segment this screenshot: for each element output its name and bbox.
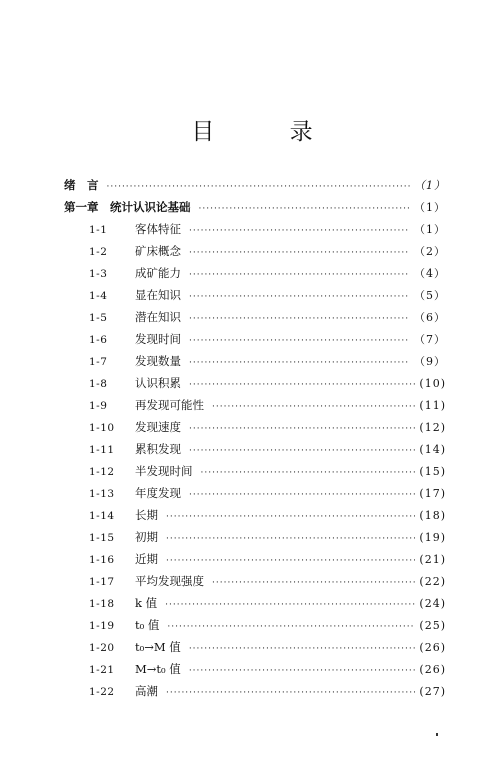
dot-leader <box>189 286 410 308</box>
toc-entry-number: 1-2 <box>89 246 108 258</box>
toc-entry[interactable] <box>64 658 446 680</box>
toc-entry-page: (15) <box>419 465 446 478</box>
toc-entry-label: 绪 言 <box>64 178 99 192</box>
toc-entry[interactable] <box>64 394 446 416</box>
toc-entry[interactable] <box>64 636 446 658</box>
toc-entry-page: （1） <box>414 179 446 192</box>
toc-entry-number: 1-14 <box>89 510 115 522</box>
dot-leader <box>189 418 415 440</box>
toc-entry-label: 发现时间 <box>135 332 181 346</box>
toc-entry-number: 1-1 <box>89 224 108 236</box>
toc-entry-label: t₀ 值 <box>135 618 160 632</box>
toc-entry[interactable] <box>64 416 446 438</box>
dot-leader <box>165 594 415 616</box>
dot-leader <box>189 308 410 330</box>
toc-entry-label: 客体特征 <box>135 222 181 236</box>
toc-entry-page: (10) <box>419 377 446 390</box>
toc-entry-page: （1） <box>414 201 446 214</box>
toc-entry-label: 矿床概念 <box>135 244 181 258</box>
dot-leader <box>167 616 415 638</box>
toc-entry-number: 1-8 <box>89 378 108 390</box>
toc-entry-page: （6） <box>414 311 446 324</box>
toc-entry-label: 成矿能力 <box>135 266 181 280</box>
dot-leader <box>166 550 415 572</box>
toc-entry-number: 1-12 <box>89 466 115 478</box>
toc-entry-number: 1-18 <box>89 598 115 610</box>
toc-entry[interactable] <box>64 174 446 196</box>
toc-entry-label: 年度发现 <box>135 486 181 500</box>
toc-entry-number: 1-20 <box>89 642 115 654</box>
toc-entry-page: (27) <box>419 685 446 698</box>
toc-entry[interactable] <box>64 548 446 570</box>
toc-entry[interactable] <box>64 614 446 636</box>
toc-entry-page: （2） <box>414 245 446 258</box>
toc-entry-page: (26) <box>419 641 446 654</box>
toc-entry-page: (14) <box>419 443 446 456</box>
toc-entry-label: 长期 <box>135 508 158 522</box>
dot-leader <box>189 484 415 506</box>
toc-entry[interactable] <box>64 526 446 548</box>
toc-entry-number: 1-22 <box>89 686 115 698</box>
dot-leader <box>212 572 415 594</box>
toc-entry[interactable] <box>64 482 446 504</box>
dot-leader <box>212 396 415 418</box>
dot-leader <box>189 242 410 264</box>
dot-leader <box>107 176 411 198</box>
dot-leader <box>189 374 415 396</box>
toc-entry[interactable] <box>64 284 446 306</box>
toc-entry-page: （5） <box>414 289 446 302</box>
toc-entry[interactable] <box>64 570 446 592</box>
toc-entry-label: 发现数量 <box>135 354 181 368</box>
toc-entry-page: (17) <box>419 487 446 500</box>
toc-entry[interactable] <box>64 240 446 262</box>
toc-entry-number: 1-15 <box>89 532 115 544</box>
toc-entry-page: (24) <box>419 597 446 610</box>
dot-leader <box>189 264 410 286</box>
toc-entry[interactable] <box>64 504 446 526</box>
toc-entry-page: （1） <box>414 223 446 236</box>
toc-entry-page: (25) <box>419 619 446 632</box>
toc-entry[interactable] <box>64 680 446 702</box>
toc-entry-label: 认识积累 <box>135 376 181 390</box>
toc-entry-number: 1-3 <box>89 268 108 280</box>
toc-entry-number: 1-13 <box>89 488 115 500</box>
toc-entry-page: (11) <box>419 399 446 412</box>
dot-leader <box>166 506 415 528</box>
toc-entry[interactable] <box>64 372 446 394</box>
toc-entry-label: 近期 <box>135 552 158 566</box>
table-of-contents <box>64 174 446 702</box>
toc-entry-page: (21) <box>419 553 446 566</box>
toc-entry[interactable] <box>64 328 446 350</box>
toc-entry-page: （4） <box>414 267 446 280</box>
toc-entry-page: (18) <box>419 509 446 522</box>
toc-entry-label: 平均发现强度 <box>135 574 204 588</box>
dot-leader <box>189 352 410 374</box>
toc-entry-page: （7） <box>414 333 446 346</box>
toc-entry-label: 第一章 统计认识论基础 <box>64 200 191 214</box>
toc-entry[interactable] <box>64 196 446 218</box>
toc-entry[interactable] <box>64 218 446 240</box>
toc-entry-number: 1-11 <box>89 444 115 456</box>
dot-leader <box>199 198 411 220</box>
toc-entry-number: 1-17 <box>89 576 115 588</box>
toc-entry-page: (19) <box>419 531 446 544</box>
toc-entry-label: M→t₀ 值 <box>135 662 181 676</box>
toc-entry-label: k 值 <box>135 596 158 610</box>
toc-entry-number: 1-16 <box>89 554 115 566</box>
toc-entry-label: 高潮 <box>135 684 158 698</box>
toc-entry-number: 1-19 <box>89 620 115 632</box>
toc-entry-page: (12) <box>419 421 446 434</box>
toc-entry-number: 1-6 <box>89 334 108 346</box>
toc-entry-number: 1-5 <box>89 312 108 324</box>
toc-entry-label: 初期 <box>135 530 158 544</box>
page-mark <box>436 733 438 736</box>
toc-entry[interactable] <box>64 262 446 284</box>
toc-entry-label: 潜在知识 <box>135 310 181 324</box>
dot-leader <box>166 528 415 550</box>
dot-leader <box>189 660 416 682</box>
toc-entry-label: 显在知识 <box>135 288 181 302</box>
page-title: 目 录 <box>191 119 347 145</box>
toc-entry-label: t₀→M 值 <box>135 640 181 654</box>
toc-entry[interactable] <box>64 438 446 460</box>
toc-entry-page: (26) <box>419 663 446 676</box>
dot-leader <box>166 682 415 704</box>
toc-entry[interactable] <box>64 350 446 372</box>
toc-entry-number: 1-10 <box>89 422 115 434</box>
toc-entry-page: （9） <box>414 355 446 368</box>
dot-leader <box>189 638 416 660</box>
toc-entry-page: (22) <box>419 575 446 588</box>
toc-entry-label: 半发现时间 <box>135 464 193 478</box>
toc-entry-label: 发现速度 <box>135 420 181 434</box>
dot-leader <box>189 330 410 352</box>
toc-entry[interactable] <box>64 306 446 328</box>
toc-entry-number: 1-21 <box>89 664 115 676</box>
toc-entry-number: 1-4 <box>89 290 108 302</box>
toc-entry-number: 1-9 <box>89 400 108 412</box>
toc-entry[interactable] <box>64 592 446 614</box>
dot-leader <box>189 440 415 462</box>
toc-entry[interactable] <box>64 460 446 482</box>
toc-entry-label: 再发现可能性 <box>135 398 204 412</box>
toc-entry-label: 累积发现 <box>135 442 181 456</box>
toc-entry-number: 1-7 <box>89 356 108 368</box>
dot-leader <box>201 462 416 484</box>
dot-leader <box>189 220 410 242</box>
